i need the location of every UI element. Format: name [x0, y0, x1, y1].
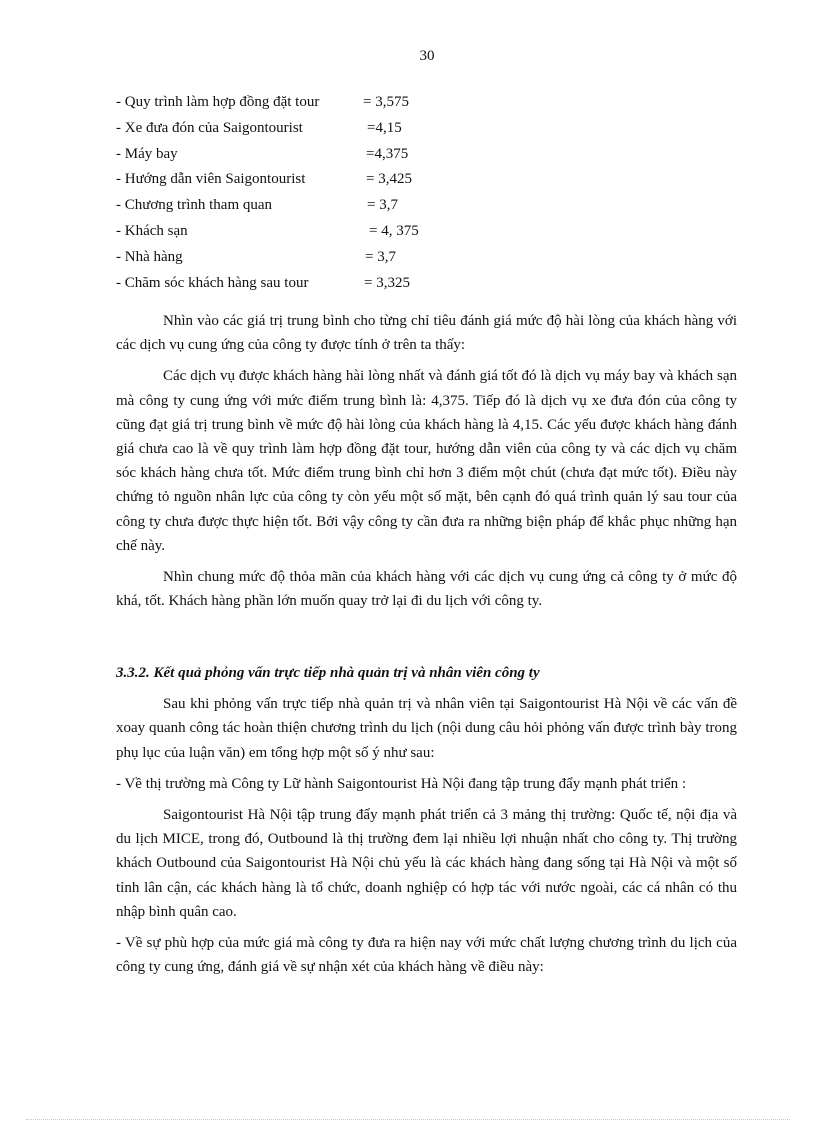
- score-value: =4,15: [367, 119, 402, 136]
- score-label: - Khách sạn: [116, 222, 188, 239]
- page-number: 30: [419, 48, 435, 64]
- score-label: - Hướng dẫn viên Saigontourist: [116, 171, 306, 188]
- paragraph-summary-intro: Nhìn vào các giá trị trung bình cho từng chỉ tiêu đánh giá mức độ hài lòng của khách hàng với các dịch vụ cung ứng của công ty được tính ở trên ta thấy:: [116, 313, 737, 354]
- paragraph-price-question: - Về sự phù hợp của mức giá mà công ty đưa ra hiện nay với mức chất lượng chương trình du lịch của công ty cung ứng, đánh giá về sự nhận xét của khách hàng về điều này:: [116, 935, 737, 976]
- score-label: - Chương trình tham quan: [116, 197, 273, 214]
- score-value: = 3,575: [363, 94, 409, 110]
- section-heading: 3.3.2. Kết quả phỏng vấn trực tiếp nhà quản trị và nhân viên công ty: [116, 665, 540, 681]
- score-value: =4,375: [366, 145, 409, 162]
- paragraph-market-question: - Về thị trường mà Công ty Lữ hành Saigontourist Hà Nội đang tập trung đẩy mạnh phát triển :: [116, 775, 687, 792]
- score-label: - Nhà hàng: [116, 248, 183, 265]
- score-label: - Quy trình làm hợp đồng đặt tour: [116, 94, 320, 110]
- score-value: = 3,7: [365, 248, 396, 265]
- score-value: = 3,325: [364, 274, 410, 291]
- text-block-assessment: [116, 309, 737, 613]
- text-block-interview: [116, 661, 737, 979]
- score-value: = 4, 375: [369, 222, 419, 239]
- page-bottom-divider: [26, 1119, 790, 1120]
- paragraph-interview-intro: Sau khi phỏng vấn trực tiếp nhà quản trị và nhân viên tại Saigontourist Hà Nội về các vấn đề xoay quanh công tác hoàn thiện chương trình du lịch (nội dung câu hỏi phỏng vấn được trình bày trong phụ lục của luận văn) em tổng hợp một số ý như sau:: [116, 696, 737, 761]
- score-value: = 3,425: [366, 171, 412, 188]
- paragraph-market-answer: Saigontourist Hà Nội tập trung đẩy mạnh phát triển cả 3 mảng thị trường: Quốc tế, nội địa và du lịch MICE, trong đó, Outbound là thị trường đem lại nhiều lợi nhuận nhất cho công ty. Thị trường khách Outbound của Saigontourist Hà Nội chủ yếu là các khách hàng đang sống tại Hà Nội và một số tỉnh lân cận, các khách hàng là tổ chức, doanh nghiệp có hợp tác với nước ngoài, các cá nhân có thu nhập bình quân cao.: [116, 807, 737, 920]
- paragraph-overall-satisfaction: Nhìn chung mức độ thỏa mãn của khách hàng với các dịch vụ cung ứng cả công ty ở mức độ khá, tốt. Khách hàng phần lớn muốn quay trở lại đi du lịch với công ty.: [116, 569, 737, 610]
- score-label: - Chăm sóc khách hàng sau tour: [116, 274, 309, 291]
- score-label: - Máy bay: [116, 145, 178, 162]
- score-label: - Xe đưa đón của Saigontourist: [116, 119, 303, 136]
- paragraph-service-evaluation: Các dịch vụ được khách hàng hài lòng nhất và đánh giá tốt đó là dịch vụ máy bay và khách sạn mà công ty cung ứng với mức điểm trung bình là: 4,375. Tiếp đó là dịch vụ xe đưa đón của công ty cũng đạt giá trị trung bình về mức độ hài lòng của khách hàng là 4,15. Các yếu được khách hàng đánh giá chưa cao là về quy trình làm hợp đồng đặt tour, hướng dẫn viên của công ty và các dịch vụ chăm sóc khách hàng chưa tốt. Mức điểm trung bình chỉ hơn 3 điểm một chút (chưa đạt mức tốt). Điều này chứng tỏ nguồn nhân lực của công ty còn yếu một số mặt, bên cạnh đó quá trình quản lý sau tour của công ty chưa được thực hiện tốt. Bởi vậy công ty cần đưa ra những biện pháp để khắc phục những hạn chế này.: [116, 368, 737, 554]
- score-value: = 3,7: [367, 197, 398, 214]
